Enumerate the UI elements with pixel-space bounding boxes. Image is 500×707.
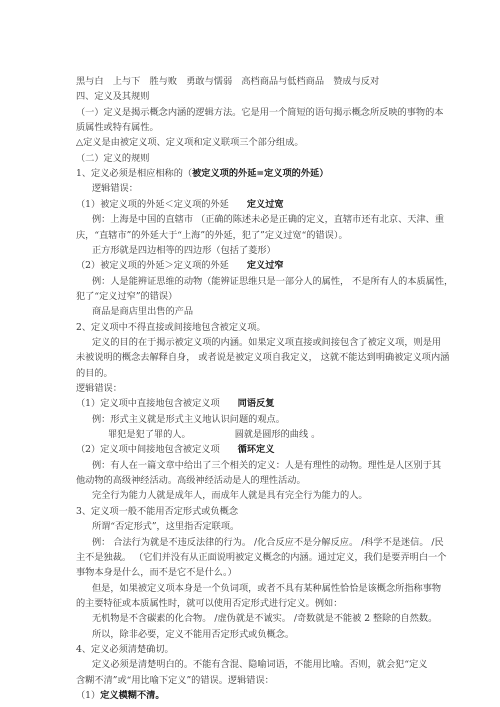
error-name: 定义模糊不清。	[100, 690, 165, 701]
example-text: 罪犯是犯了罪的人。	[108, 429, 191, 441]
text-line: 逻辑错误：	[76, 383, 122, 394]
text-line: 例： 合法行为就是不违反法律的行为。 /化合反应不是分解反应。 /科学不是迷信。 /民	[92, 536, 444, 548]
text-line: 质属性或特有属性。	[76, 122, 159, 134]
error-text: （2）定义项中间接地包含被定义项	[76, 444, 220, 456]
text-line: 2、定义项中不得直接或间接地包含被定义项。	[76, 321, 266, 333]
example-text: 圆就是圆形的曲线 。	[234, 429, 321, 441]
text-line: 犯了“定义过窄”的错误）	[76, 290, 178, 302]
rule-emphasis: 被定义项的外延=定义项的外延）	[192, 168, 329, 180]
error-text: （1）	[76, 690, 101, 701]
text-line: 例：上海是中国的直辖市 （正确的陈述未必是正确的定义，直辖市还有北京、天津、重	[92, 214, 445, 226]
section-heading: 四、定义及其规则	[76, 91, 150, 103]
error-line	[76, 199, 284, 211]
error-name: 循环定义	[237, 444, 275, 456]
error-text: （2）被定义项的外延＞定义项的外延	[76, 260, 229, 272]
text-line: 例：人是能辨证思维的动物（能辨证思维只是一部分人的属性， 不是所有人的本质属性，	[92, 275, 454, 287]
text-line: 主不是独裁。 （它们并没有从正面说明被定义概念的内涵。通过定义，我们是要弄明白一个	[76, 551, 447, 563]
text-line: （一）定义是揭示概念内涵的逻辑方法。它是用一个简短的语句揭示概念所反映的事物的本	[76, 106, 444, 118]
text-line: 4、定义必须清楚确切。	[76, 643, 174, 655]
text-line: 所以，除非必要，定义不能用否定形式或负概念。	[92, 628, 295, 640]
text-line: 3、定义项一般不能用否定形式或负概念	[76, 505, 239, 517]
error-name: 同语反复	[237, 398, 275, 410]
error-line	[76, 260, 284, 272]
error-name: 定义过窄	[246, 260, 284, 272]
rule-text: 1、定义必须是相应相称的（	[76, 168, 193, 180]
text-line: 但是，如果被定义项本身是一个负词项，或者不具有某种属性恰恰是该概念所指称事物	[92, 582, 442, 594]
text-line: 的目的。	[76, 367, 113, 379]
text-line: 无机物是不含碳素的化合物。 /虚伪就是不诚实。 /奇数就是不能被 2 整除的自然数。	[92, 613, 438, 625]
text-line: 黑与白 上与下 胜与败 勇敢与懦弱 高档商品与低档商品 赞成与反对	[76, 76, 380, 87]
error-line	[76, 690, 165, 702]
error-line	[76, 444, 274, 456]
subsection-heading: （二）定义的规则	[76, 152, 150, 164]
text-line: 例：形式主义就是形式主义地认识问题的观点。	[92, 413, 285, 425]
error-text: （1）定义项中直接地包含被定义项	[76, 398, 220, 410]
text-line: 商品是商店里出售的产品	[92, 306, 194, 318]
text-line: 正方形就是四边相等的四边形（包括了菱形）	[92, 244, 276, 256]
text-line: 所谓“否定形式”，这里指否定联项。	[92, 521, 240, 533]
rule-line	[76, 168, 328, 180]
error-line	[76, 398, 274, 410]
text-line: 他动物的高级神经活动。高级神经活动是人的理性活动。	[76, 475, 306, 487]
text-line: 例：有人在一篇文章中给出了三个相关的定义：人是有理性的动物。理性是人区别于其	[92, 459, 442, 471]
text-line: 定义的目的在于揭示被定义项的内涵。如果定义项直接或间接包含了被定义项，则是用	[92, 336, 442, 348]
text-line: 逻辑错误：	[92, 183, 138, 195]
text-line: 未被说明的概念去解释自身， 或者说是被定义项自我定义， 这就不能达到明确被定义项内涵	[76, 352, 450, 364]
text-line: 的主要特征或本质属性时，就可以使用否定形式进行定义。例如：	[76, 597, 343, 609]
text-line: 含糊不清”或“用比喻下定义”的错误。逻辑错误：	[76, 674, 274, 686]
error-text: （1）被定义项的外延＜定义项的外延	[76, 198, 229, 210]
text-line: 事物本身是什么，而不是它不是什么。）	[76, 567, 237, 579]
text-line	[108, 429, 320, 441]
text-line: 定义必须是清楚明白的。不能有含混、隐喻词语，不能用比喻。否则，就会犯“定义	[92, 659, 428, 671]
error-name: 定义过宽	[246, 198, 284, 210]
text-line: 庆，“直辖市”的外延大于“上海”的外延，犯了”定义过宽“的错误）。	[76, 229, 348, 241]
text-line: △定义是由被定义项、定义项和定义联项三个部分组成。	[76, 137, 304, 149]
text-line: 完全行为能力人就是成年人，而成年人就是具有完全行为能力的人。	[92, 490, 368, 502]
